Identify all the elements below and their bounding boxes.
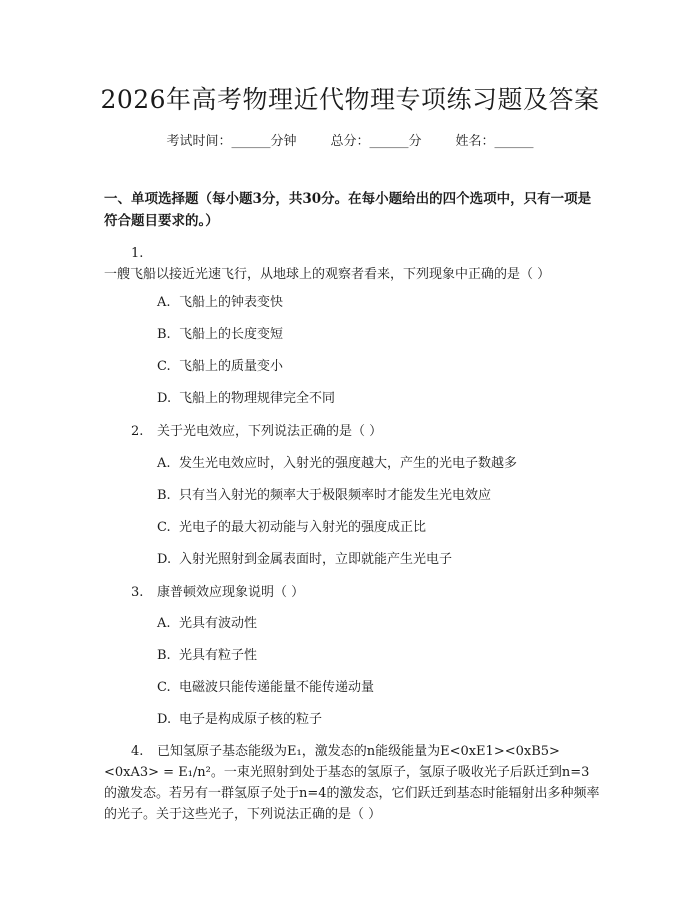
option-1a bbox=[157, 293, 283, 313]
option-3d bbox=[157, 710, 322, 730]
option-text: 电磁波只能传递能量不能传递动量 bbox=[179, 680, 375, 695]
question-number: 2. bbox=[131, 424, 144, 439]
option-letter: A. bbox=[157, 456, 171, 471]
option-letter: D. bbox=[157, 552, 172, 567]
question-text: 已知氢原子基态能级为E₁，激发态的n能级能量为E<0xE1><0xB5><0xA3> = E₁/n²。一束光照射到处于基态的氢原子，氢原子吸收光子后跃迁到n=3的激发态。若另有一群氢原子处于n=4的激发态，它们跃迁到基态时能辐射出多种频率的光子。关于这些光子，下列说法正确的是（ ） bbox=[104, 744, 600, 822]
question-2 bbox=[104, 421, 600, 442]
option-1b bbox=[157, 325, 283, 345]
question-1 bbox=[104, 243, 600, 285]
option-1d bbox=[157, 389, 335, 409]
option-text: 飞船上的长度变短 bbox=[179, 327, 284, 342]
option-text: 光具有波动性 bbox=[179, 616, 258, 631]
option-2c bbox=[157, 518, 426, 538]
option-text: 光具有粒子性 bbox=[179, 648, 258, 663]
option-text: 电子是构成原子核的粒子 bbox=[179, 712, 323, 727]
option-3a bbox=[157, 614, 257, 634]
question-3 bbox=[104, 582, 600, 603]
option-text: 光电子的最大初动能与入射光的强度成正比 bbox=[179, 520, 427, 535]
question-text: 一艘飞船以接近光速飞行，从地球上的观察者看来，下列现象中正确的是（ ） bbox=[104, 267, 551, 282]
option-letter: C. bbox=[157, 520, 171, 535]
option-2b bbox=[157, 486, 491, 506]
option-letter: A. bbox=[157, 295, 171, 310]
option-text: 飞船上的质量变小 bbox=[179, 359, 284, 374]
option-letter: C. bbox=[157, 359, 171, 374]
option-text: 发生光电效应时，入射光的强度越大，产生的光电子数越多 bbox=[179, 456, 518, 471]
exam-info-line bbox=[0, 130, 700, 149]
option-3b bbox=[157, 646, 257, 666]
page-title: 2026年高考物理近代物理专项练习题及答案 bbox=[100, 85, 600, 114]
question-number: 4. bbox=[131, 744, 144, 759]
option-text: 入射光照射到金属表面时，立即就能产生光电子 bbox=[179, 552, 453, 567]
question-text: 关于光电效应，下列说法正确的是（ ） bbox=[157, 424, 383, 439]
option-3c bbox=[157, 678, 374, 698]
option-letter: B. bbox=[157, 488, 171, 503]
option-letter: D. bbox=[157, 712, 172, 727]
total-score: 总分：______分 bbox=[330, 134, 422, 149]
question-number: 1. bbox=[131, 246, 144, 261]
option-letter: D. bbox=[157, 391, 172, 406]
option-2d bbox=[157, 550, 452, 570]
question-number: 3. bbox=[131, 585, 144, 600]
question-4 bbox=[104, 741, 600, 825]
option-text: 飞船上的钟表变快 bbox=[179, 295, 284, 310]
option-letter: A. bbox=[157, 616, 171, 631]
option-letter: B. bbox=[157, 648, 171, 663]
section-heading: 一、单项选择题（每小题3分，共30分。在每小题给出的四个选项中，只有一项是符合题目要求的。） bbox=[104, 191, 592, 229]
option-2a bbox=[157, 454, 517, 474]
question-text: 康普顿效应现象说明（ ） bbox=[157, 585, 305, 600]
option-text: 只有当入射光的频率大于极限频率时才能发生光电效应 bbox=[179, 488, 492, 503]
student-name: 姓名：______ bbox=[455, 134, 534, 149]
option-letter: C. bbox=[157, 680, 171, 695]
option-1c bbox=[157, 357, 283, 377]
option-text: 飞船上的物理规律完全不同 bbox=[179, 391, 336, 406]
option-letter: B. bbox=[157, 327, 171, 342]
exam-time: 考试时间：______分钟 bbox=[166, 134, 297, 149]
